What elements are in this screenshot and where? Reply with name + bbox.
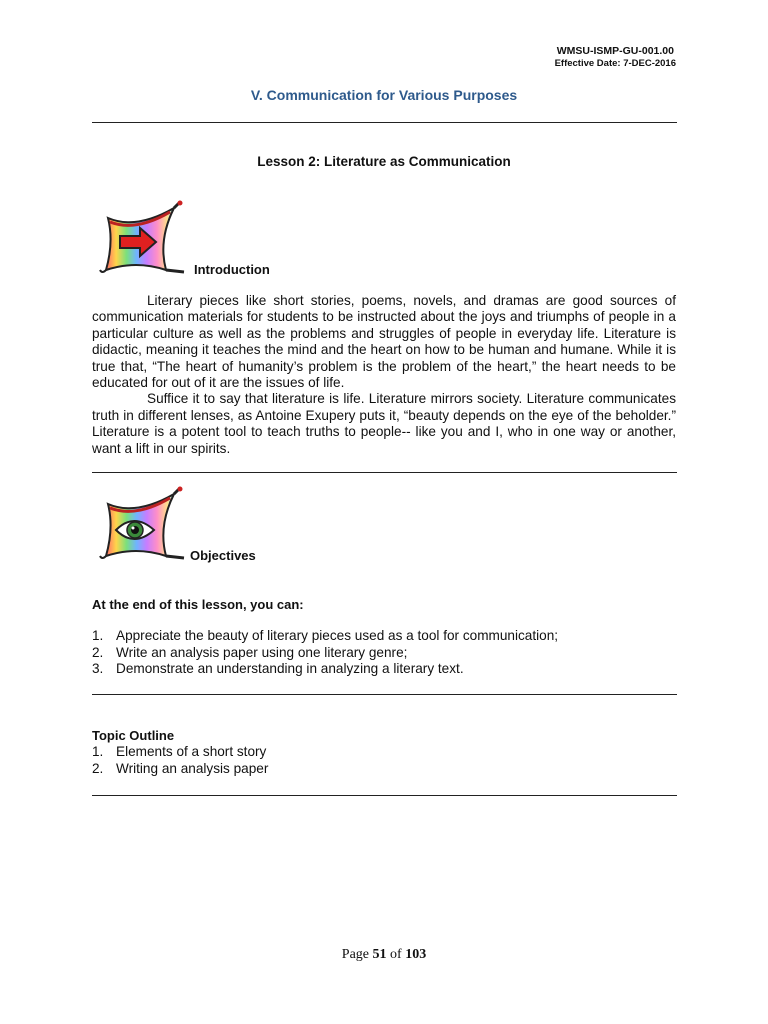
list-item	[92, 645, 676, 662]
topic-outline-heading: Topic Outline	[92, 728, 175, 743]
list-item	[92, 661, 676, 678]
page-word: Page	[341, 947, 370, 962]
of-word: of	[390, 947, 402, 962]
list-item	[92, 744, 676, 761]
list-number: 2.	[92, 760, 104, 776]
list-text: Elements of a short story	[116, 744, 267, 759]
list-text: Write an analysis paper using one literary genre;	[116, 644, 408, 660]
divider	[92, 694, 677, 695]
divider	[92, 472, 677, 473]
list-text: Demonstrate an understanding in analyzing a literary text.	[116, 661, 464, 677]
document-code: WMSU-ISMP-GU-001.00	[556, 45, 674, 57]
current-page: 51	[372, 947, 387, 962]
objectives-heading: Objectives	[190, 548, 256, 563]
list-text: Appreciate the beauty of literary pieces used as a tool for communication;	[116, 628, 559, 643]
introduction-paragraph: Suffice it to say that literature is life. Literature mirrors society. Literature communicates truth in different lenses, as Antoine Exupery puts it, “beauty depends on the eye of the beholder.” Literature is a potent tool to teach truths to people-- like you and I, who in one way or another, want a lift in our spirits.	[92, 391, 676, 456]
list-number: 1.	[92, 744, 104, 759]
arrow-flag-icon	[96, 200, 186, 280]
introduction-text	[92, 293, 676, 457]
list-item	[92, 628, 676, 645]
page-number	[0, 947, 768, 963]
objectives-lead: At the end of this lesson, you can:	[92, 597, 304, 612]
introduction-paragraph: Literary pieces like short stories, poems, novels, and dramas are good sources of communication materials for students to be instructed about the joys and triumphs of people in a particular culture as well as the problems and struggles of people in everyday life. Literature is didactic, meaning it teaches the mind and the heart on how to be human and humane. While it is true that, “The heart of humanity’s problem is the problem of the heart,” the heart needs to be educated for out of it are the issues of life.	[92, 293, 676, 391]
topic-outline-list	[92, 744, 676, 777]
list-item	[92, 761, 676, 778]
list-number: 2.	[92, 644, 104, 660]
divider	[92, 795, 677, 796]
lesson-title: Lesson 2: Literature as Communication	[257, 154, 511, 169]
divider	[92, 122, 677, 123]
objectives-list	[92, 628, 676, 678]
list-text: Writing an analysis paper	[116, 760, 269, 776]
list-number: 3.	[92, 661, 104, 677]
list-number: 1.	[92, 628, 104, 643]
section-title: V. Communication for Various Purposes	[250, 87, 518, 103]
effective-date: Effective Date: 7-DEC-2016	[554, 58, 676, 69]
eye-flag-icon	[96, 486, 186, 566]
introduction-heading: Introduction	[194, 262, 270, 277]
total-pages: 103	[405, 947, 427, 962]
